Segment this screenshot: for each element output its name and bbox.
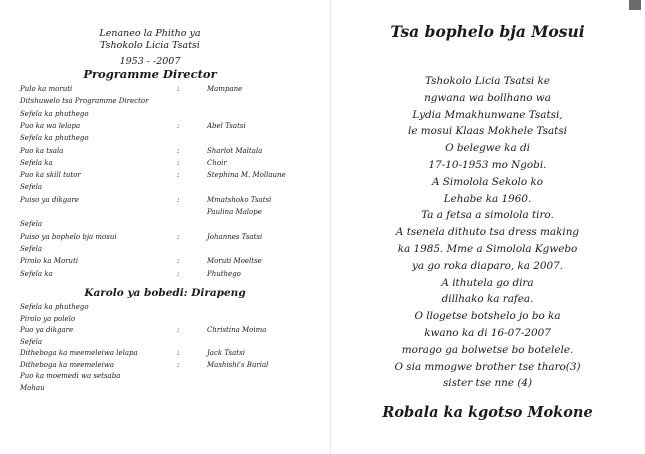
programme-person: Phuthego bbox=[207, 269, 241, 278]
programme-years: 1953 - -2007 bbox=[119, 56, 181, 67]
programme-role: Sefela bbox=[20, 244, 43, 253]
programme-person: Mampane bbox=[207, 85, 243, 93]
programme-row bbox=[20, 302, 320, 313]
programme-person: Choir bbox=[207, 158, 227, 167]
programme-person: Moruti Moeltse bbox=[207, 257, 262, 266]
programme-role: Sefela ka phuthego bbox=[20, 303, 89, 311]
programme-role: Ditheboga ka meemeleiwa bbox=[20, 360, 115, 369]
programme-role: Mohau bbox=[20, 383, 45, 392]
programme-person: Jack Tsatsi bbox=[207, 349, 245, 357]
programme-row bbox=[20, 244, 320, 255]
programme-colon: : bbox=[177, 326, 180, 334]
programme-row bbox=[20, 219, 320, 230]
programme-colon: : bbox=[177, 232, 180, 241]
programme-row bbox=[20, 84, 320, 95]
programme-colon: : bbox=[177, 171, 180, 180]
biography-line: Tshokolo Licia Tsatsi ke bbox=[424, 75, 551, 87]
rest-in-peace-footer: Robala ka kgotso Mokone bbox=[382, 404, 593, 421]
programme-role: Puiso ya dikgare bbox=[20, 195, 79, 204]
programme-row bbox=[20, 360, 320, 371]
biography-title: Tsa bophelo bja Mosui bbox=[390, 22, 585, 41]
programme-person: Sharlot Maltala bbox=[207, 146, 263, 155]
section-2-heading: Karolo ya bobedi: Dirapeng bbox=[84, 287, 246, 299]
programme-colon: : bbox=[177, 121, 180, 130]
programme-role: Pirolo ya polelo bbox=[20, 314, 76, 323]
programme-role: Sefela bbox=[20, 220, 43, 229]
programme-colon: : bbox=[177, 85, 180, 93]
programme-person: Mmatshoko Tsatsi bbox=[207, 195, 272, 204]
programme-role: Puo ka tsala bbox=[20, 146, 64, 155]
programme-row bbox=[20, 207, 320, 218]
programme-row bbox=[20, 269, 320, 280]
programme-colon: : bbox=[177, 360, 180, 369]
programme-row bbox=[20, 182, 320, 193]
programme-role: Puo ya dikgare bbox=[20, 326, 74, 334]
programme-person: Stephina M. Mollaune bbox=[207, 171, 286, 180]
programme-row bbox=[20, 195, 320, 206]
programme-director-heading: Programme Director bbox=[83, 67, 217, 81]
programme-person: Abel Tsatsi bbox=[207, 121, 246, 130]
programme-colon: : bbox=[177, 257, 180, 266]
programme-row bbox=[20, 121, 320, 132]
biography-line: kwano ka di 16-07-2007 bbox=[424, 326, 551, 339]
biography-line: Lydia Mmakhunwane Tsatsi, bbox=[412, 108, 563, 121]
programme-heading-line-2: Tshokolo Licia Tsatsi bbox=[100, 40, 200, 51]
programme-row bbox=[20, 158, 320, 169]
programme-role: Puo ka moemedi wa setsaba bbox=[20, 372, 121, 380]
biography-line: A Simolola Sekolo ko bbox=[431, 175, 543, 188]
biography-line: Lehabe ka 1960. bbox=[443, 192, 532, 205]
biography-line: sister tse nne (4) bbox=[442, 377, 533, 390]
biography-line: O sia mmogwe brother tse tharo(3) bbox=[394, 360, 581, 373]
biography-line: 17-10-1953 mo Ngobi. bbox=[428, 158, 547, 171]
programme-role: Sefela bbox=[20, 337, 43, 346]
programme-role: Pulo ka moruti bbox=[20, 85, 73, 93]
programme-colon: : bbox=[177, 349, 180, 357]
biography-line: morago ga bolwetse bo botelele. bbox=[401, 343, 574, 356]
programme-row bbox=[20, 170, 320, 181]
programme-heading-line-1: Lenaneo la Phitho ya bbox=[99, 28, 201, 39]
biography-line: A ithutela go dira bbox=[441, 276, 534, 289]
programme-row bbox=[20, 314, 320, 325]
programme-role: Sefela ka phuthego bbox=[20, 109, 89, 118]
biography-page bbox=[330, 0, 645, 454]
programme-role: Puiso ya bophelo bja mosui bbox=[20, 232, 117, 241]
programme-colon: : bbox=[177, 195, 180, 204]
biography-line: ya go roka diaparo, ka 2007. bbox=[412, 259, 563, 272]
programme-role: Sefela ka bbox=[20, 158, 53, 167]
programme-person: Mashishi's Burial bbox=[207, 360, 269, 369]
biography-line: O llogetse botshelo jo bo ka bbox=[414, 310, 561, 323]
programme-colon: : bbox=[177, 146, 180, 155]
programme-row bbox=[20, 109, 320, 120]
programme-row bbox=[20, 371, 320, 382]
biography-line: ka 1985. Mme a Simolola Kgwebo bbox=[397, 242, 578, 255]
programme-role: Sefela ka bbox=[20, 269, 53, 278]
biography-text bbox=[330, 73, 645, 392]
programme-role: Puo ka wa lelapa bbox=[20, 121, 81, 130]
programme-role: Sefela ka phuthego bbox=[20, 134, 89, 143]
programme-role: Pirolo ka Moruti bbox=[20, 257, 79, 266]
biography-line: O belegwe ka di bbox=[445, 142, 530, 155]
programme-role: Ditshuwelo tsa Programme Director bbox=[20, 97, 149, 106]
biography-line: ngwana wa bollhano wa bbox=[424, 91, 551, 104]
programme-row bbox=[20, 133, 320, 144]
biography-line: dillhako ka rafea. bbox=[441, 293, 534, 306]
programme-role: Sefela bbox=[20, 183, 43, 192]
programme-row bbox=[20, 348, 320, 359]
programme-colon: : bbox=[177, 269, 180, 278]
programme-row bbox=[20, 337, 320, 348]
programme-row bbox=[20, 96, 320, 107]
programme-role: Ditheboga ka meemeleiwa lelapa bbox=[20, 349, 138, 357]
biography-line: le mosui Klaas Mokhele Tsatsi bbox=[408, 125, 567, 138]
programme-row bbox=[20, 325, 320, 336]
programme-row bbox=[20, 256, 320, 267]
programme-row bbox=[20, 383, 320, 394]
biography-line: A tsenela dithuto tsa dress making bbox=[395, 226, 580, 239]
biography-line: Ta a fetsa a simolola tiro. bbox=[421, 209, 554, 222]
programme-colon: : bbox=[177, 158, 180, 167]
programme-row bbox=[20, 232, 320, 243]
programme-row bbox=[20, 146, 320, 157]
programme-person: Johannes Tsatsi bbox=[207, 232, 263, 241]
programme-person: Paulina Malope bbox=[207, 208, 262, 216]
programme-role: Puo ka skill tutor bbox=[20, 171, 81, 180]
programme-person: Christina Moima bbox=[207, 326, 267, 334]
